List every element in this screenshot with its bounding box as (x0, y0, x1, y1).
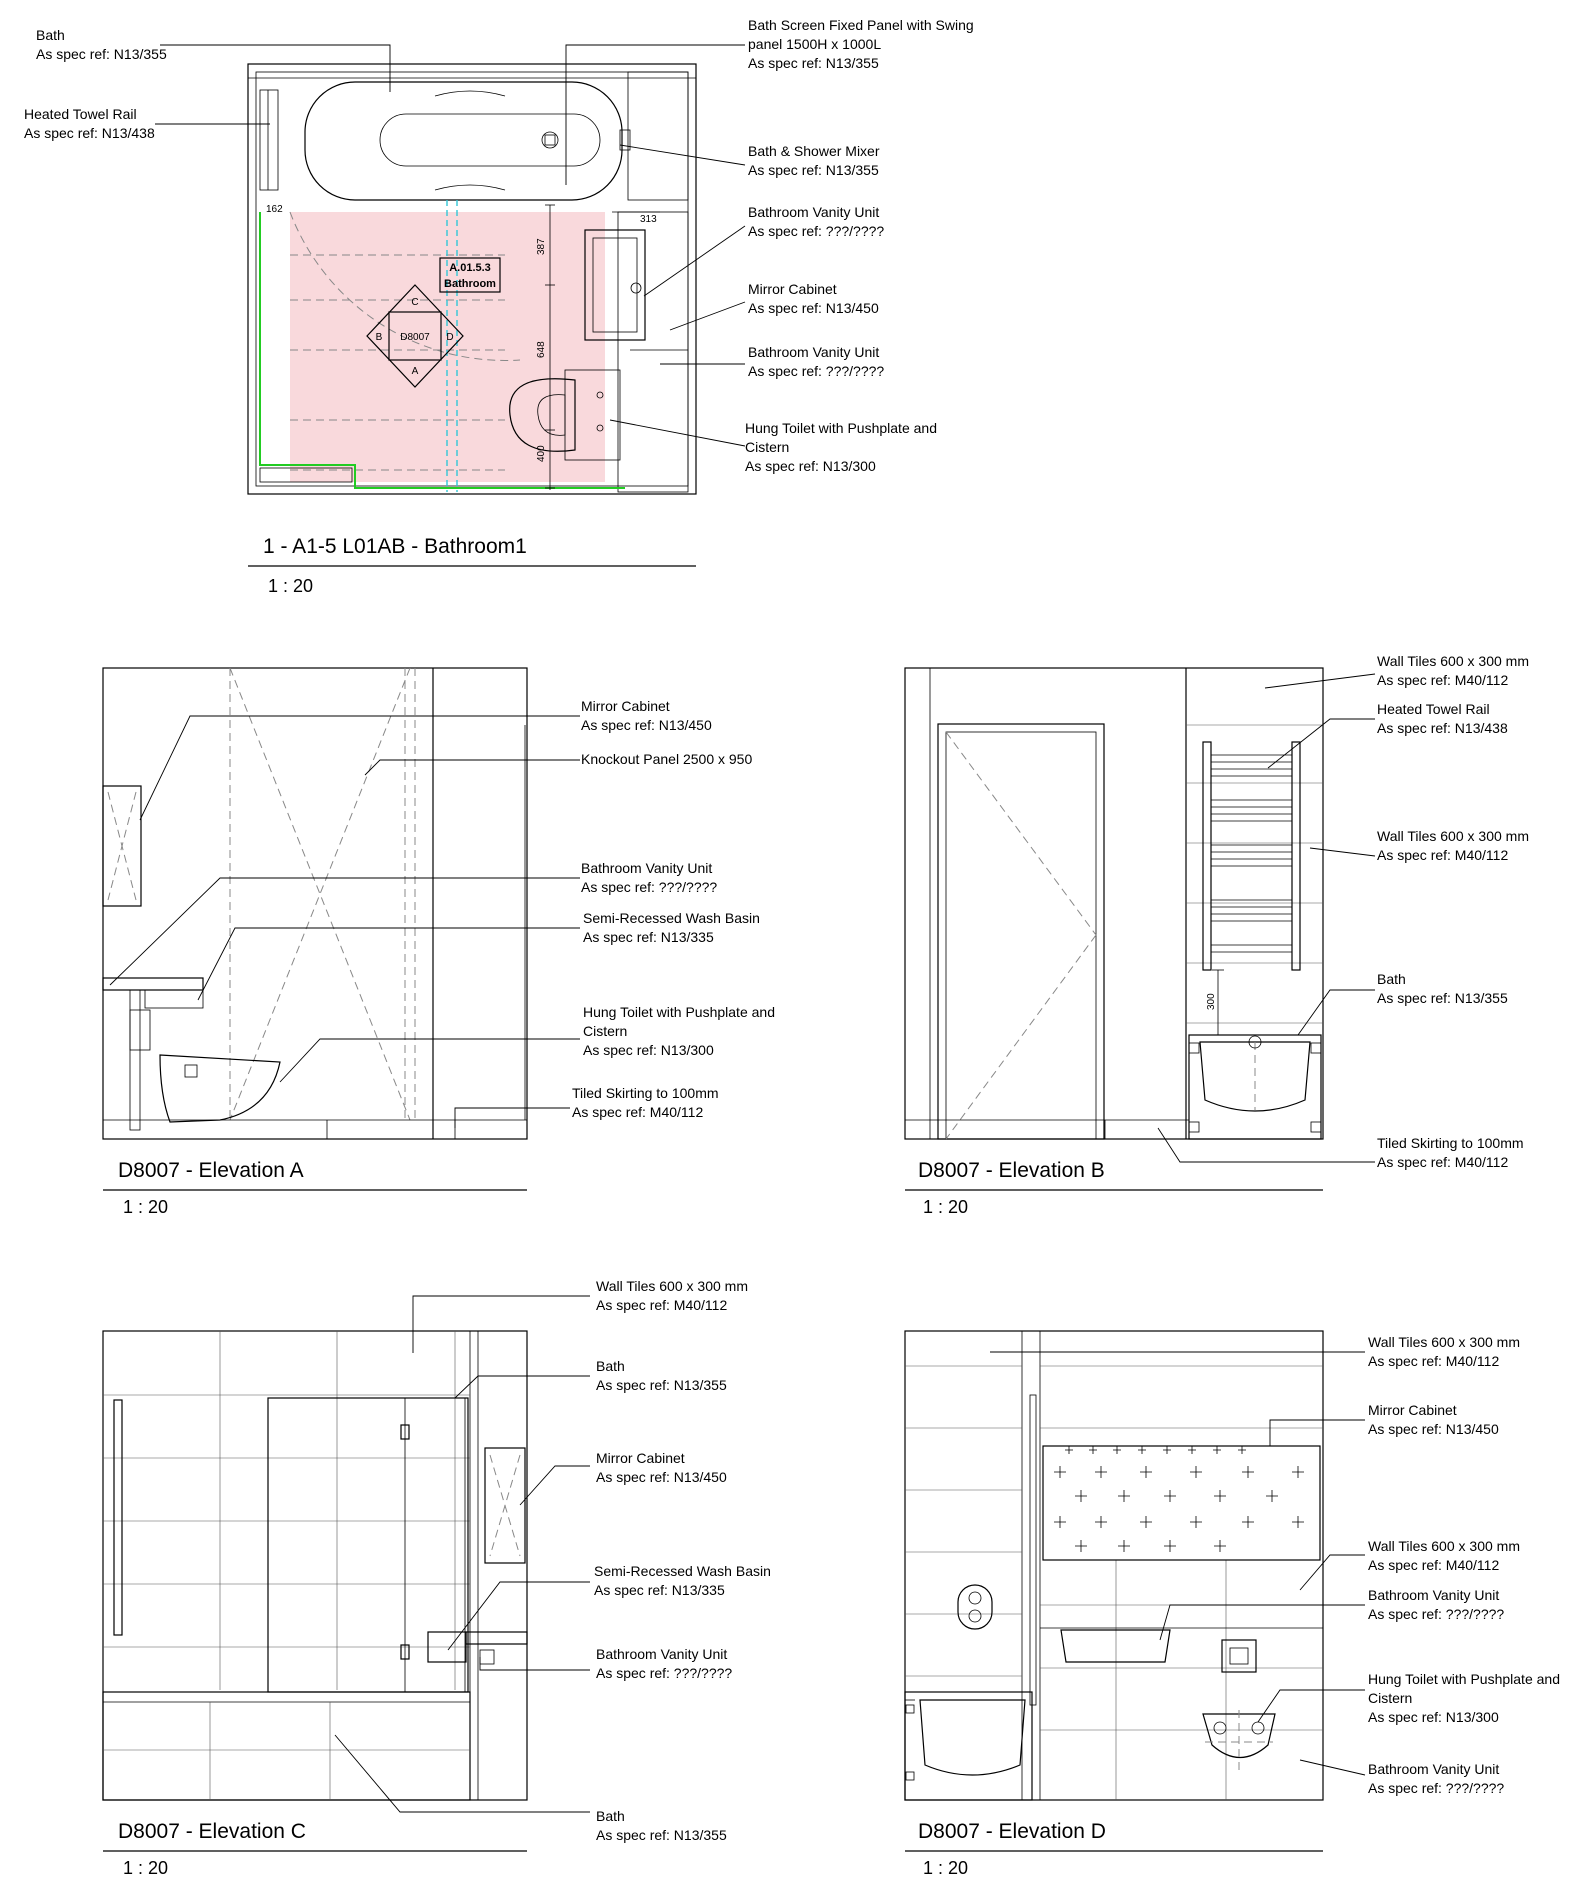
elev-d-label-toilet: Hung Toilet with Pushplate and Cistern As spec ref: N13/300 (1368, 1671, 1560, 1725)
plan-dimension: 400 (536, 445, 547, 462)
elev-c-label-wall-tiles: Wall Tiles 600 x 300 mm As spec ref: M40/112 (596, 1278, 748, 1313)
plan-label-vanity: Bathroom Vanity Unit As spec ref: ???/???? (748, 204, 885, 239)
plan-dimension: 387 (536, 238, 547, 255)
elevation-c (103, 1278, 771, 1878)
plan-view (24, 17, 974, 596)
elevation-key-letter: A (411, 366, 419, 377)
elevation-b (905, 653, 1529, 1217)
elev-a-label-skirting: Tiled Skirting to 100mm As spec ref: M40/112 (572, 1085, 719, 1120)
elevation-key-letter: D (446, 332, 454, 343)
elev-b-outline (905, 668, 1323, 1139)
elev-c-label-basin: Semi-Recessed Wash Basin As spec ref: N13/335 (594, 1563, 771, 1598)
elev-c-label-vanity: Bathroom Vanity Unit As spec ref: ???/???? (596, 1646, 733, 1681)
room-tag-name: Bathroom (444, 278, 496, 290)
plan-label-mixer: Bath & Shower Mixer As spec ref: N13/355 (748, 143, 880, 178)
elevation-a (103, 668, 775, 1217)
elev-a-label-basin: Semi-Recessed Wash Basin As spec ref: N13/335 (583, 910, 760, 945)
plan-label-toilet: Hung Toilet with Pushplate and Cistern As spec ref: N13/300 (745, 420, 937, 474)
elev-a-title: D8007 - Elevation A (118, 1159, 304, 1182)
elev-d-label-vanity: Bathroom Vanity Unit As spec ref: ???/???? (1368, 1587, 1505, 1622)
elevation-key-letter: B (375, 332, 383, 343)
elev-d-outline (905, 1331, 1323, 1800)
elev-b-door (938, 724, 1104, 1139)
elev-c-towel-rail (114, 1400, 122, 1635)
room-tag-number: A.01.5.3 (449, 262, 491, 274)
elev-b-label-skirting: Tiled Skirting to 100mm As spec ref: M40/112 (1377, 1135, 1524, 1170)
elev-b-label-wall-tiles: Wall Tiles 600 x 300 mm As spec ref: M40/112 (1377, 653, 1529, 688)
elev-d-title: D8007 - Elevation D (918, 1820, 1106, 1843)
elev-a-label-knockout: Knockout Panel 2500 x 950 (581, 751, 753, 767)
elevation-d (905, 1331, 1560, 1878)
elev-d-mirror-markers (1054, 1446, 1304, 1552)
elev-b-label-wall-tiles-2: Wall Tiles 600 x 300 mm As spec ref: M40/112 (1377, 828, 1529, 863)
elev-d-scale: 1 : 20 (923, 1858, 969, 1878)
elev-c-label-bath: Bath As spec ref: N13/355 (596, 1358, 727, 1393)
elev-c-label-bath-2: Bath As spec ref: N13/355 (596, 1808, 727, 1843)
elev-d-label-wall-tiles-2: Wall Tiles 600 x 300 mm As spec ref: M40/112 (1368, 1538, 1520, 1573)
elev-b-title: D8007 - Elevation B (918, 1159, 1105, 1182)
plan-dimension: 648 (536, 341, 547, 358)
plan-bath (305, 82, 622, 200)
elev-b-dimension: 300 (1206, 993, 1217, 1010)
elev-d-label-wall-tiles: Wall Tiles 600 x 300 mm As spec ref: M40/112 (1368, 1334, 1520, 1369)
elevation-key-letter: C (411, 297, 419, 308)
plan-dimension: 162 (266, 204, 283, 215)
elev-b-scale: 1 : 20 (923, 1197, 969, 1217)
elev-b-label-bath: Bath As spec ref: N13/355 (1377, 971, 1508, 1006)
elev-a-label-mirror: Mirror Cabinet As spec ref: N13/450 (581, 698, 712, 733)
plan-title: 1 - A1-5 L01AB - Bathroom1 (263, 535, 527, 558)
elev-d-label-mirror: Mirror Cabinet As spec ref: N13/450 (1368, 1402, 1499, 1437)
elev-c-bath (103, 1692, 470, 1800)
plan-dimension: 313 (640, 214, 657, 225)
elev-d-bath (920, 1700, 1025, 1775)
elev-b-label-towel-rail: Heated Towel Rail As spec ref: N13/438 (1377, 701, 1508, 736)
elevation-key-id: D8007 (400, 332, 430, 343)
elev-a-toilet (160, 1055, 280, 1122)
elev-c-vanity (466, 1632, 527, 1644)
elev-a-vanity (103, 978, 203, 990)
elev-d-pushplate (1222, 1640, 1256, 1672)
plan-label-bath-screen: Bath Screen Fixed Panel with Swing panel 1500H x 1000L As spec ref: N13/355 (748, 17, 974, 71)
elev-c-outline (103, 1331, 527, 1800)
elev-a-label-vanity: Bathroom Vanity Unit As spec ref: ???/???? (581, 860, 718, 895)
plan-label-vanity-2: Bathroom Vanity Unit As spec ref: ???/???? (748, 344, 885, 379)
elev-c-label-mirror: Mirror Cabinet As spec ref: N13/450 (596, 1450, 727, 1485)
elev-c-bath-screen (268, 1398, 468, 1692)
elev-a-scale: 1 : 20 (123, 1197, 169, 1217)
plan-label-bath: Bath As spec ref: N13/355 (36, 27, 167, 62)
elev-d-label-vanity-2: Bathroom Vanity Unit As spec ref: ???/???? (1368, 1761, 1505, 1796)
elev-b-towel-rail (1203, 742, 1300, 970)
elev-d-mirror-cabinet (1043, 1446, 1320, 1560)
elev-d-flush-plate (958, 1585, 992, 1629)
plan-towel-rail (260, 90, 278, 190)
plan-scale: 1 : 20 (268, 576, 314, 596)
elev-d-vanity (1061, 1630, 1170, 1662)
plan-label-towel-rail: Heated Towel Rail As spec ref: N13/438 (24, 106, 155, 141)
elev-c-scale: 1 : 20 (123, 1858, 169, 1878)
elev-a-outline (103, 668, 527, 1139)
plan-label-mirror-cabinet: Mirror Cabinet As spec ref: N13/450 (748, 281, 879, 316)
elev-c-title: D8007 - Elevation C (118, 1820, 306, 1843)
elev-a-label-toilet: Hung Toilet with Pushplate and Cistern As spec ref: N13/300 (583, 1004, 775, 1058)
